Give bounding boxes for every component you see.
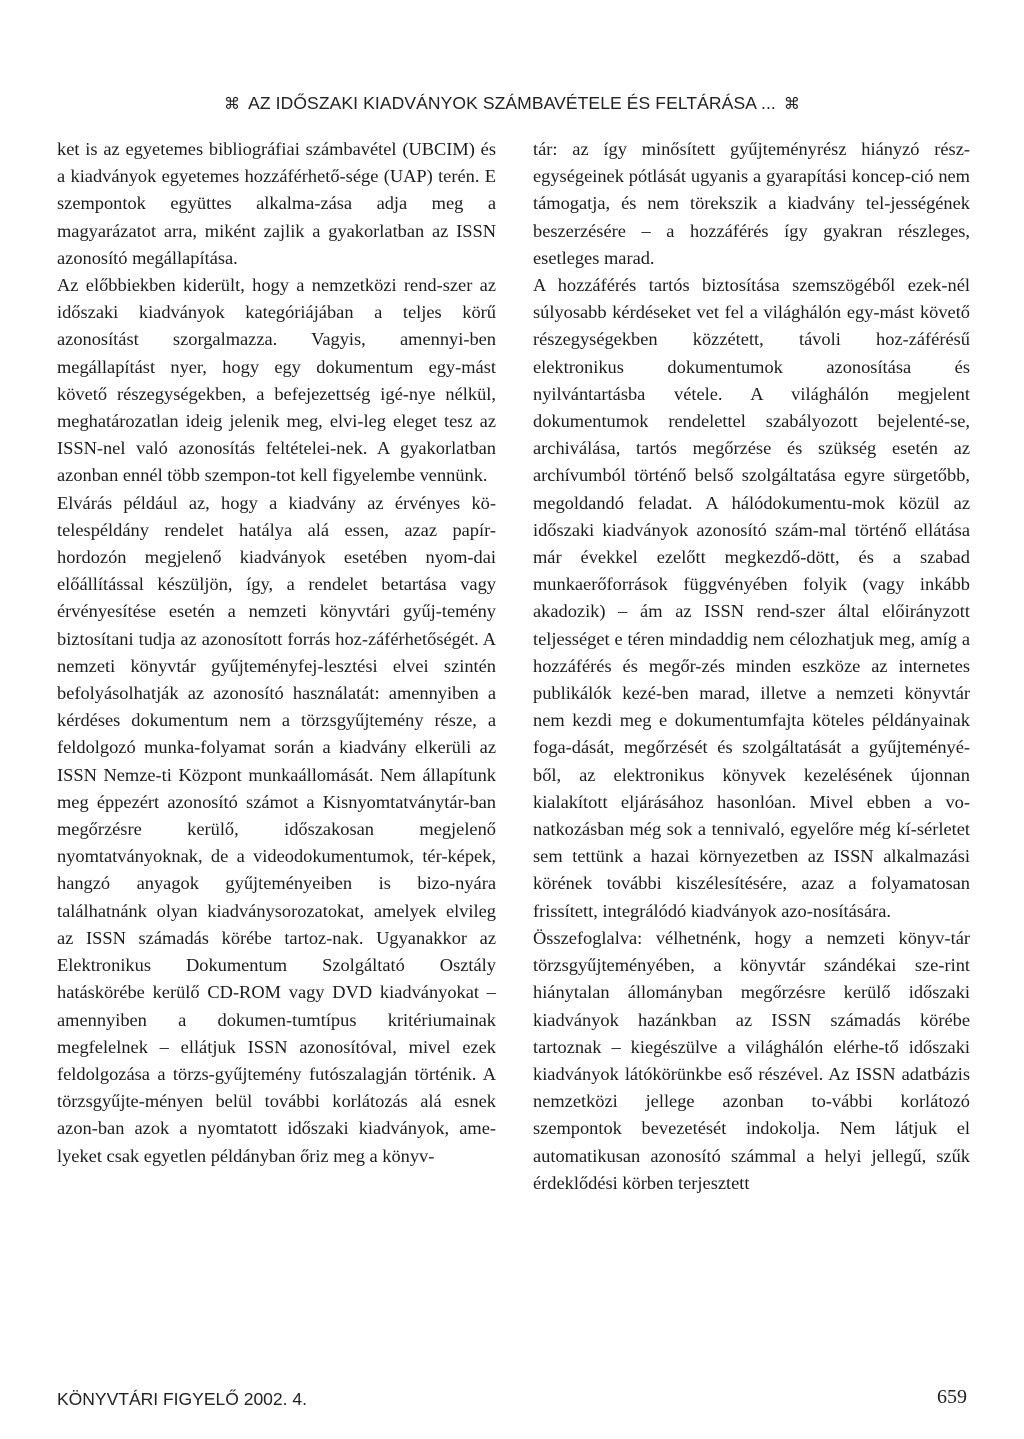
right-column xyxy=(533,136,970,1197)
journal-footer: KÖNYVTÁRI FIGYELŐ 2002. 4. xyxy=(57,1389,307,1409)
ornament-right-icon: ⌘ xyxy=(783,96,800,113)
running-head-title: AZ IDŐSZAKI KIADVÁNYOK SZÁMBAVÉTELE ÉS FELTÁRÁSA ... xyxy=(248,93,776,113)
paragraph: ket is az egyetemes bibliográfiai számbavétel (UBCIM) és a kiadványok egyetemes hozzáférhető-sége (UAP) terén. E szempontok együttes alkalma-zása adja meg a magyarázatot arra, miként zajlik a gyakorlatban az ISSN azonosító megállapítása. xyxy=(57,139,496,268)
running-head xyxy=(0,93,1024,114)
ornament-left-icon: ⌘ xyxy=(224,96,241,113)
paragraph: Az előbbiekben kiderült, hogy a nemzetközi rend-szer az időszaki kiadványok kategóriájában a teljes körű azonosítást szorgalmazza. Vagyis, amennyi-ben megállapítást nyer, hogy egy dokumentum egy-mást követő részegységekben, a befejezettség igé-nye nélkül, meghatározatlan ideig jelenik meg, elvi-leg eleget tesz az ISSN-nel való azonosítás feltételei-nek. A gyakorlatban azonban ennél több szempon-tot kell figyelembe vennünk. xyxy=(57,275,496,486)
paragraph: Összefoglalva: vélhetnénk, hogy a nemzeti könyv-tár törzsgyűjteményében, a könyvtár szándékai sze-rint hiánytalan állományban megőrzésre kerülő időszaki kiadványok hazánkban az ISSN számadás körébe tartoznak – kiegészülve a világhálón elérhe-tő időszaki kiadványok látókörünkbe eső részével. Az ISSN adatbázis nemzetközi jellege azonban to-vábbi korlátozó szempontok bevezetését indokolja. Nem látjuk el automatikusan azonosító számmal a helyi jellegű, szűk érdeklődési körben terjesztett xyxy=(533,927,970,1193)
paragraph: tár: az így minősített gyűjteményrész hiányzó rész-egységeinek pótlását ugyanis a gyarapítási koncep-ció nem támogatja, és nem törekszik a kiadvány tel-jességének beszerzésére – a hozzáférés így gyakran részleges, esetleges marad. xyxy=(533,139,970,268)
paragraph: A hozzáférés tartós biztosítása szemszögéből ezek-nél súlyosabb kérdéseket vet fel a világhálón egy-mást követő részegységekben közzétett, távoli hoz-záférésű elektronikus dokumentumok azonosítása és nyilvántartásba vétele. A világhálón megjelent dokumentumok rendelettel szabályozott bejelenté-se, archiválása, tartós megőrzése és szükség esetén az archívumból történő belső szolgáltatása egyre sürgetőbb, megoldandó feladat. A hálódokumentu-mok közül az időszaki kiadványok azonosító szám-mal történő ellátása már évekkel ezelőtt megkezdő-dött, és a szabad munkaerőforrások függvényében folyik (vagy inkább akadozik) – ám az ISSN rend-szer által előirányzott teljességet e téren mindaddig nem célozhatjuk meg, amíg a hozzáférés és megőr-zés minden eszköze az internetes publikálók kezé-ben marad, illetve a nemzeti könyvtár nem kezdi meg e dokumentumfajta köteles példányainak foga-dását, megőrzését és szolgáltatását a gyűjteményé-ből, az elektronikus könyvek kezelésének újonnan kialakított eljárásához hasonlóan. Mivel ebben a vo-natkozásban még sok a tennivaló, egyelőre még kí-sérletet sem tettünk a hazai környezetben az ISSN alkalmazási körének további kiszélesítésére, azaz a folyamatosan frissített, integrálódó kiadványok azo-nosítására. xyxy=(533,275,970,921)
page-number: 659 xyxy=(937,1386,967,1408)
left-column xyxy=(57,136,496,1170)
paragraph: Elvárás például az, hogy a kiadvány az érvényes kö-telespéldány rendelet hatálya alá essen, azaz papír-hordozón megjelenő kiadványok esetében nyom-dai előállítással készüljön, így, a rendelet betartása vagy érvényesítése esetén a nemzeti könyvtári gyűj-temény biztosítani tudja az azonosított forrás hoz-záférhetőségét. A nemzeti könyvtár gyűjteményfej-lesztési elvei szintén befolyásolhatják az azonosító használatát: amennyiben a kérdéses dokumentum nem a törzsgyűjtemény része, a feldolgozó munka-folyamat során a kiadvány elkerüli az ISSN Nemze-ti Központ munkaállomását. Nem állapítunk meg éppezért azonosító számot a Kisnyomtatványtár-ban megőrzésre kerülő, időszakosan megjelenő nyomtatványoknak, de a videodokumentumok, tér-képek, hangzó anyagok gyűjteményeiben is bizo-nyára találhatnánk olyan kiadványsorozatokat, amelyek elvileg az ISSN számadás körébe tartoz-nak. Ugyanakkor az Elektronikus Dokumentum Szolgáltató Osztály hatáskörébe kerülő CD-ROM vagy DVD kiadványokat – amennyiben a dokumen-tumtípus kritériumainak megfelelnek – ellátjuk ISSN azonosítóval, mivel ezek feldolgozása a törzs-gyűjtemény futószalagján történik. A törzsgyűjte-ményen belül további korlátozás alá esnek azon-ban azok a nyomtatott időszaki kiadványok, ame-lyeket csak egyetlen példányban őriz meg a könyv- xyxy=(57,492,496,1166)
